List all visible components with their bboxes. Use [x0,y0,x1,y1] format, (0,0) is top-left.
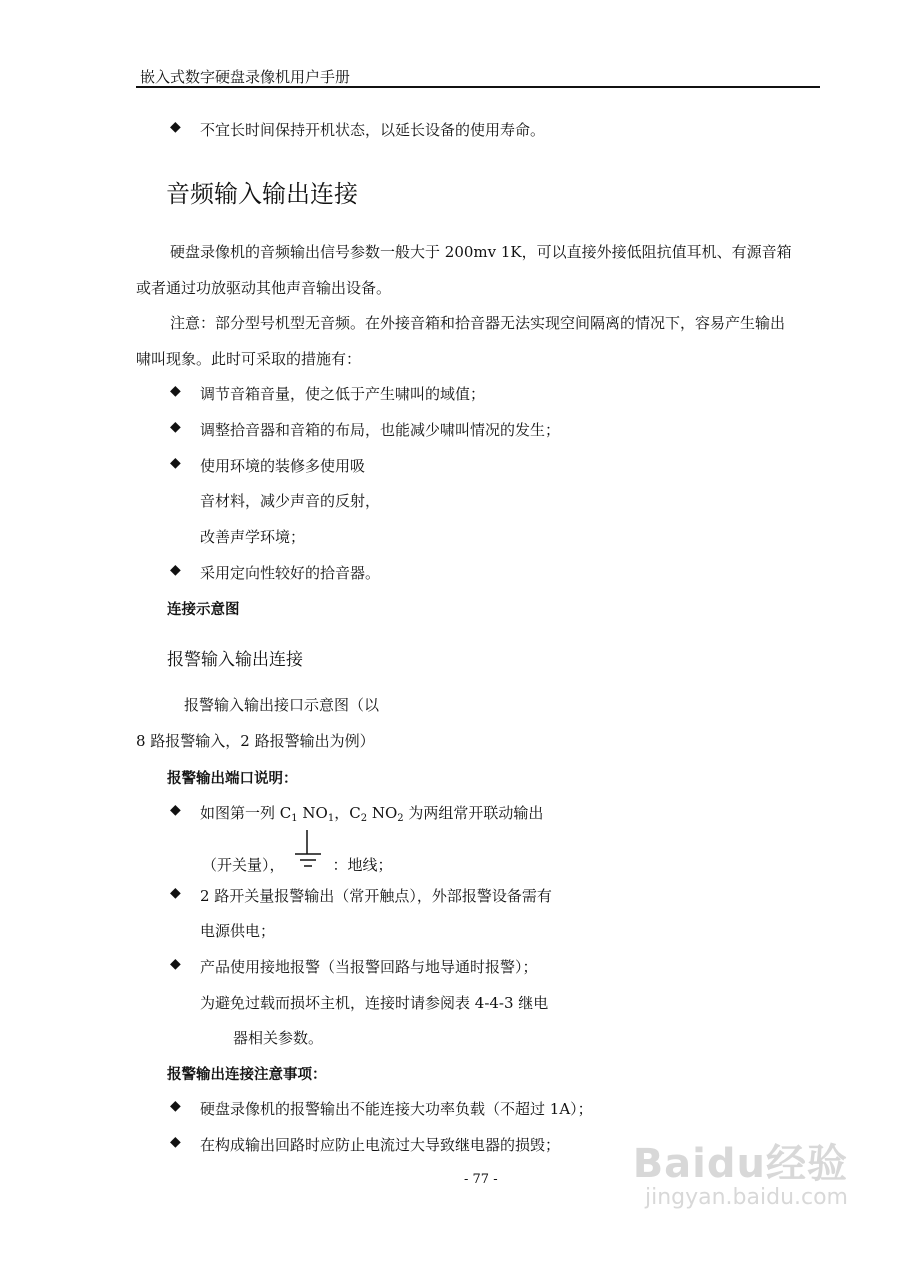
notes-title: 报警输出连接注意事项： [167,1067,327,1083]
bullet-text: 不宜长时间保持开机状态，以延长设备的使用寿命。 [200,121,546,139]
section-heading-audio: 音频输入输出连接 [166,180,358,208]
bullet-diamond-icon: ◆ [170,562,181,578]
paragraph-line: 或者通过功放驱动其他声音输出设备。 [136,279,392,297]
port-description-title: 报警输出端口说明： [167,771,298,787]
paragraph-line: 啸叫现象。此时可采取的措施有： [136,350,362,368]
header-rule [136,86,820,88]
bullet-text: 2 路开关量报警输出（常开触点），外部报警设备需有 [200,887,552,905]
bullet-diamond-icon: ◆ [170,1134,181,1150]
bullet-text: 产品使用接地报警（当报警回路与地导通时报警）； [200,958,538,976]
watermark-logo: Baidu经验 [632,1141,848,1187]
bullet-continuation: 电源供电； [200,922,276,940]
bullet-continuation: 器相关参数。 [233,1029,324,1047]
bullet-diamond-icon: ◆ [170,455,181,471]
section-heading-alarm: 报警输入输出连接 [167,650,303,670]
header-title: 嵌入式数字硬盘录像机用户手册 [140,68,351,86]
bullet-continuation: 音材料，减少声音的反射， [200,492,381,510]
bullet-text: 使用环境的装修多使用吸 [200,457,366,475]
bullet-text: 采用定向性较好的拾音器。 [200,564,381,582]
bullet-diamond-icon: ◆ [170,1098,181,1114]
bullet-text: 在构成输出回路时应防止电流过大导致继电器的损毁； [200,1136,561,1154]
watermark-url: jingyan.baidu.com [644,1185,848,1210]
paragraph-line: 硬盘录像机的音频输出信号参数一般大于 200mv 1K，可以直接外接低阻抗值耳机、有源音箱 [170,243,792,261]
bullet-diamond-icon: ◆ [170,119,181,135]
bullet-continuation: 为避免过载而损坏主机，连接时请参阅表 4-4-3 继电 [200,994,549,1012]
bullet-text: 调节音箱音量，使之低于产生啸叫的域值； [200,385,486,403]
diagram-label: 连接示意图 [167,602,240,618]
bullet-diamond-icon: ◆ [170,956,181,972]
watermark [633,1132,848,1210]
bullet-continuation: （开关量）， ：地线； [202,856,393,874]
bullet-text: 硬盘录像机的报警输出不能连接大功率负载（不超过 1A）； [200,1100,593,1118]
bullet-diamond-icon: ◆ [170,802,181,818]
bullet-text: 如图第一列 $C_1$ $NO_1$，$C_2$ $NO_2$ 为两组常开联动输出 [200,804,544,824]
caption-line: 8 路报警输入，2 路报警输出为例） [136,732,375,750]
ground-symbol-icon [293,830,329,872]
bullet-diamond-icon: ◆ [170,419,181,435]
bullet-diamond-icon: ◆ [170,885,181,901]
bullet-diamond-icon: ◆ [170,383,181,399]
bullet-text: 调整拾音器和音箱的布局，也能减少啸叫情况的发生； [200,421,561,439]
paragraph-line: 注意：部分型号机型无音频。在外接音箱和拾音器无法实现空间隔离的情况下，容易产生输出 [170,314,786,332]
bullet-continuation: 改善声学环境； [200,528,306,546]
caption-line: 报警输入输出接口示意图（以 [184,696,380,714]
page-number: - 77 - [464,1172,498,1187]
